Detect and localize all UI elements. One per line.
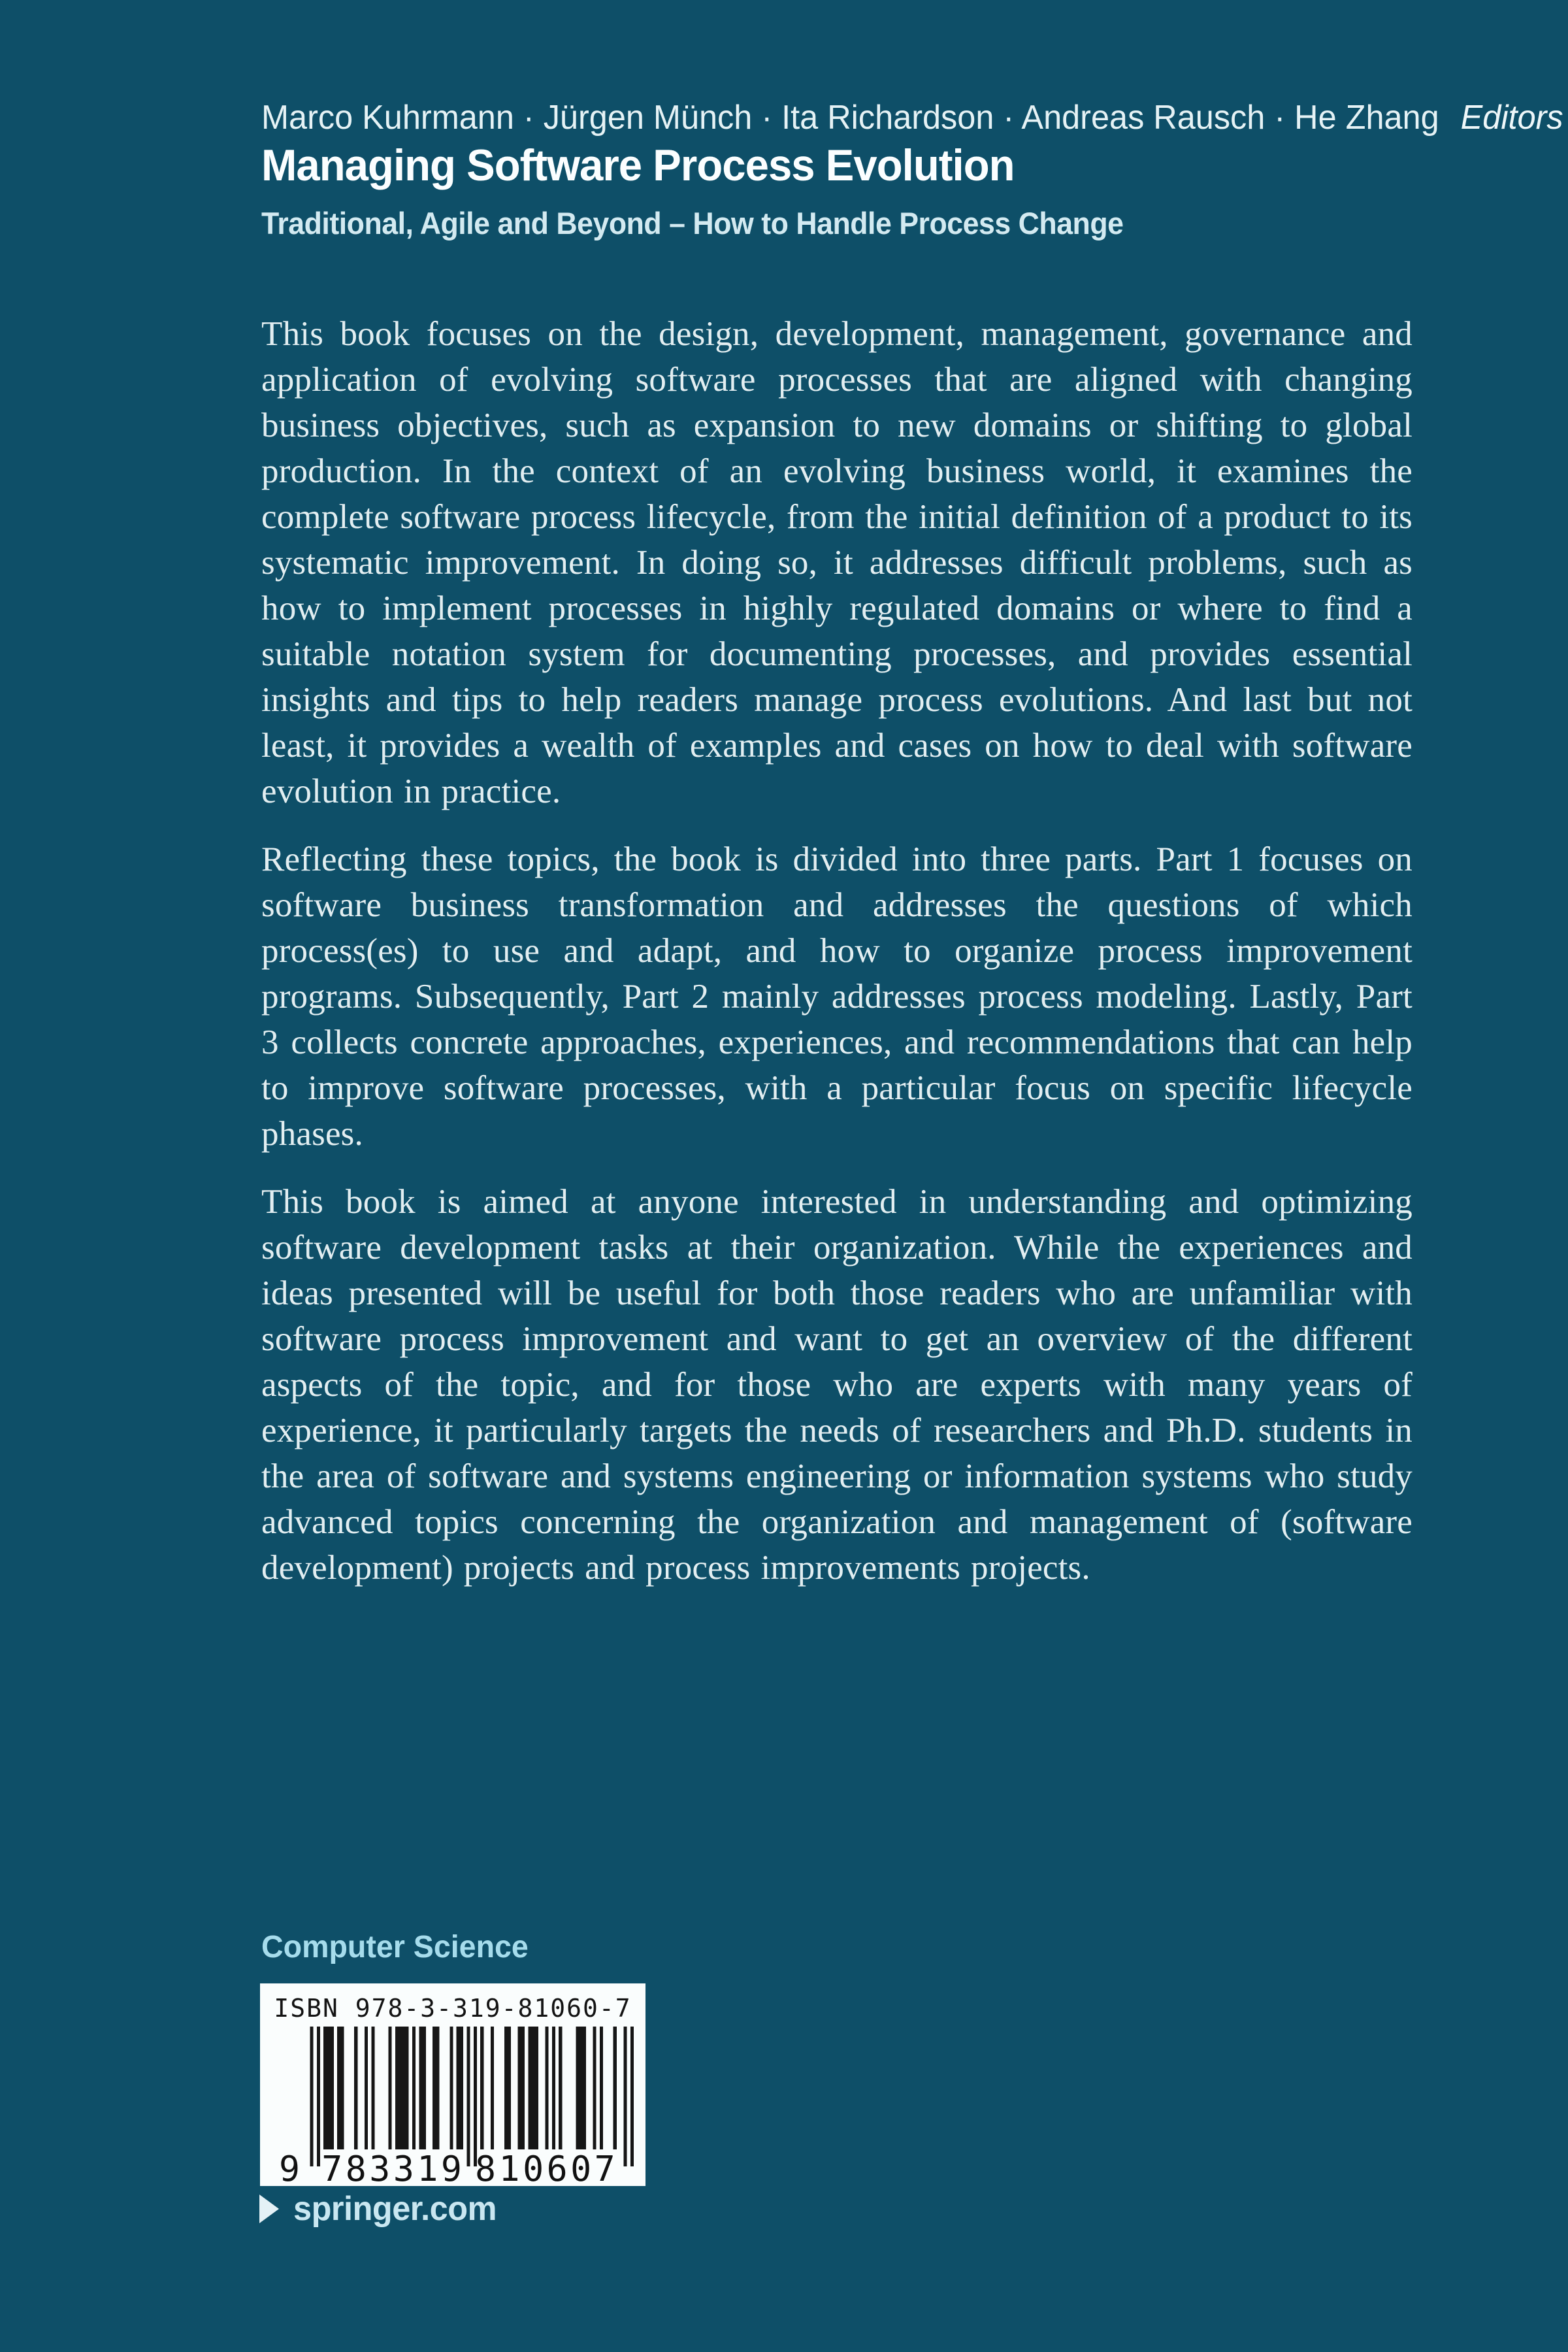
book-title: Managing Software Process Evolution — [261, 141, 1015, 190]
svg-text:8: 8 — [345, 2148, 367, 2183]
synopsis — [261, 311, 1413, 1613]
editors-line — [261, 98, 1563, 137]
isbn-box — [260, 1983, 645, 2186]
category-label: Computer Science — [261, 1930, 529, 1964]
svg-text:9: 9 — [279, 2148, 301, 2183]
svg-text:8: 8 — [475, 2148, 497, 2183]
book-subtitle: Traditional, Agile and Beyond – How to Handle Process Change — [261, 206, 1124, 240]
triangle-right-icon — [259, 2195, 279, 2223]
svg-text:7: 7 — [594, 2148, 615, 2183]
svg-text:1: 1 — [417, 2148, 438, 2183]
synopsis-paragraph-3: This book is aimed at anyone interested in understanding and optimizing software development tasks at their organization. While the experiences and ideas presented will be useful for both those readers who are unfamiliar with software process improvement and want to get an overview of the different aspects of the topic, and for those who are experts with many years of experience, it particularly targets the needs of researchers and Ph.D. students in the area of software and systems engineering or information systems who study advanced topics concerning the organization and management of (software development) projects and process improvements projects. — [261, 1183, 1413, 1587]
svg-text:0: 0 — [570, 2148, 592, 2183]
svg-text:3: 3 — [393, 2148, 414, 2183]
editors-names: Marco Kuhrmann · Jürgen Münch · Ita Richardson · Andreas Rausch · He Zhang — [261, 99, 1439, 137]
editors-role-label: Editors — [1460, 99, 1563, 137]
svg-text:7: 7 — [321, 2148, 343, 2183]
ean13-barcode — [269, 2027, 638, 2183]
svg-text:3: 3 — [369, 2148, 391, 2183]
svg-text:6: 6 — [546, 2148, 568, 2183]
synopsis-paragraph-1: This book focuses on the design, development, management, governance and application of evolving software processes that are aligned with changing business objectives, such as expansion to new domains or shifting to global production. In the context of an evolving business world, it examines the complete software process lifecycle, from the initial definition of a product to its systematic improvement. In doing so, it addresses difficult problems, such as how to implement processes in highly regulated domains or where to find a suitable notation system for documenting processes, and provides essential insights and tips to help readers manage process evolutions. And last but not least, it provides a wealth of examples and cases on how to deal with software evolution in practice. — [261, 315, 1413, 810]
isbn-label: ISBN 978-3-319-81060-7 — [274, 1994, 632, 2023]
svg-text:0: 0 — [523, 2148, 544, 2183]
svg-text:1: 1 — [498, 2148, 520, 2183]
springer-url-label: springer.com — [293, 2190, 497, 2228]
springer-link[interactable] — [259, 2189, 503, 2228]
svg-text:9: 9 — [440, 2148, 462, 2183]
synopsis-paragraph-2: Reflecting these topics, the book is divided into three parts. Part 1 focuses on software business transformation and addresses the questions of which process(es) to use and adapt, and how to organize process improvement programs. Subsequently, Part 2 mainly addresses process modeling. Lastly, Part 3 collects concrete approaches, experiences, and recommendations that can help to improve software processes, with a particular focus on specific lifecycle phases. — [261, 840, 1413, 1153]
